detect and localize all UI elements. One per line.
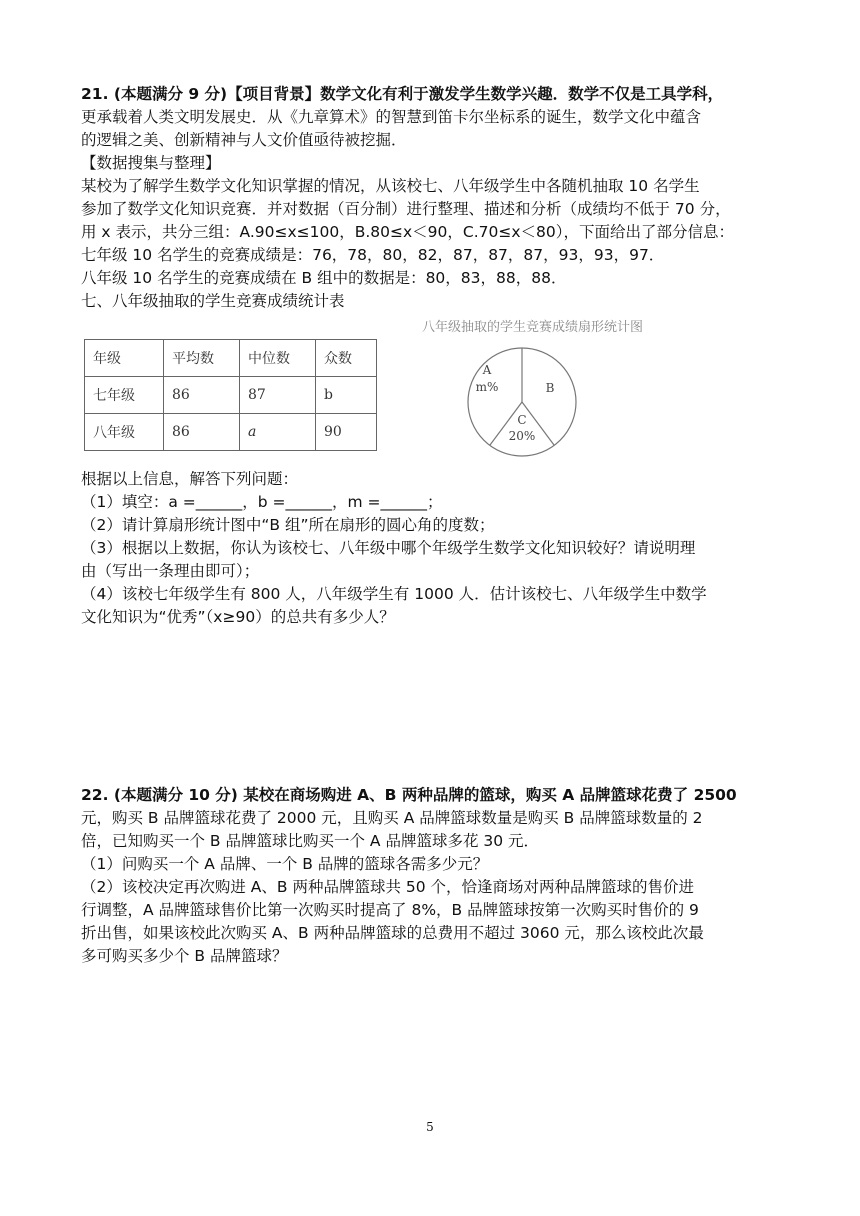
page-number: 5 — [426, 1120, 434, 1134]
table-row — [85, 377, 377, 414]
pie-label-c-percent: 20% — [508, 429, 536, 443]
pie-label-a-percent: m% — [475, 380, 499, 394]
q21-line: 更承载着人类文明发展史．从《九章算术》的智慧到笛卡尔坐标系的诞生，数学文化中蕴含 — [81, 108, 702, 126]
table-header-cell: 平均数 — [164, 340, 240, 377]
pie-chart-svg — [408, 312, 688, 460]
q21-line-grade8-scores: 八年级 10 名学生的竞赛成绩在 B 组中的数据是：80，83，88，88． — [81, 269, 567, 287]
q21-table-caption: 七、八年级抽取的学生竞赛成绩统计表 — [81, 292, 345, 310]
table-cell: 87 — [240, 377, 316, 414]
q21-line: 的逻辑之美、创新精神与人文价值亟待被挖掘． — [81, 131, 407, 149]
q21-line: 用 x 表示，共分三组：A.90≤x≤100，B.80≤x＜90，C.70≤x＜80），下面给出了部分信息： — [81, 223, 735, 241]
q22-line: 多可购买多少个 B 品牌篮球？ — [81, 947, 288, 965]
q21-question-intro: 根据以上信息，解答下列问题： — [81, 470, 299, 488]
q21-subquestion-4-cont: 文化知识为“优秀”（x≥90）的总共有多少人？ — [81, 608, 395, 626]
q22-line: 折出售，如果该校此次购买 A、B 两种品牌篮球的总费用不超过 3060 元，那么该校此次最 — [81, 924, 704, 942]
q21-line-grade7-scores: 七年级 10 名学生的竞赛成绩是：76，78，80，82，87，87，87，93，93，97． — [81, 246, 665, 264]
pie-label-c: C — [517, 413, 527, 427]
pie-chart-title: 八年级抽取的学生竞赛成绩扇形统计图 — [422, 320, 644, 335]
q21-line: 某校为了解学生数学文化知识掌握的情况，从该校七、八年级学生中各随机抽取 10 名学生 — [81, 177, 700, 195]
q22-line: 倍，已知购买一个 B 品牌篮球比购买一个 A 品牌篮球多花 30 元． — [81, 832, 540, 850]
table-header-row — [85, 340, 377, 377]
q22-line: 行调整，A 品牌篮球售价比第一次购买时提高了 8%，B 品牌篮球按第一次购买时售价的 9 — [81, 901, 699, 919]
q21-subquestion-2: （2）请计算扇形统计图中“B 组”所在扇形的圆心角的度数； — [81, 516, 495, 534]
q22-line: 元，购买 B 品牌篮球花费了 2000 元，且购买 A 品牌篮球数量是购买 B 品牌篮球数量的 2 — [81, 809, 703, 827]
q21-subquestion-3-cont: 由（写出一条理由即可）； — [81, 562, 260, 580]
q22-line: 22. (本题满分 10 分) 某校在商场购进 A、B 两种品牌的篮球，购买 A 品牌篮球花费了 2500 — [81, 786, 737, 804]
q21-section-heading: 【数据搜集与整理】 — [81, 154, 221, 172]
q21-subquestion-4: （4）该校七年级学生有 800 人，八年级学生有 1000 人．估计该校七、八年级学生中数学 — [81, 585, 707, 603]
table-header-cell: 中位数 — [240, 340, 316, 377]
table-cell: 86 — [164, 377, 240, 414]
pie-chart-figure — [408, 312, 688, 460]
q21-subquestion-1: （1）填空：a =______，b =______，m =______； — [81, 493, 443, 511]
table-cell: 90 — [316, 414, 377, 451]
pie-label-b: B — [545, 381, 555, 395]
table-cell: 七年级 — [85, 377, 164, 414]
table-header-cell: 年级 — [85, 340, 164, 377]
table-cell: 八年级 — [85, 414, 164, 451]
table-cell: 86 — [164, 414, 240, 451]
q22-subquestion-2: （2）该校决定再次购进 A、B 两种品牌篮球共 50 个，恰逢商场对两种品牌篮球的售价进 — [81, 878, 695, 896]
table-row — [85, 414, 377, 451]
stats-table-container — [84, 339, 377, 451]
table-cell: a — [240, 414, 316, 451]
table-cell: b — [316, 377, 377, 414]
q21-line: 参加了数学文化知识竞赛．并对数据（百分制）进行整理、描述和分析（成绩均不低于 70 分， — [81, 200, 731, 218]
q21-line: 21. (本题满分 9 分)【项目背景】数学文化有利于激发学生数学兴趣．数学不仅是工具学科， — [81, 85, 724, 103]
q22-subquestion-1: （1）问购买一个 A 品牌、一个 B 品牌的篮球各需多少元？ — [81, 855, 489, 873]
stats-table — [84, 339, 377, 451]
q21-subquestion-3: （3）根据以上数据，你认为该校七、八年级中哪个年级学生数学文化知识较好？请说明理 — [81, 539, 696, 557]
pie-label-a: A — [482, 363, 492, 377]
table-header-cell: 众数 — [316, 340, 377, 377]
